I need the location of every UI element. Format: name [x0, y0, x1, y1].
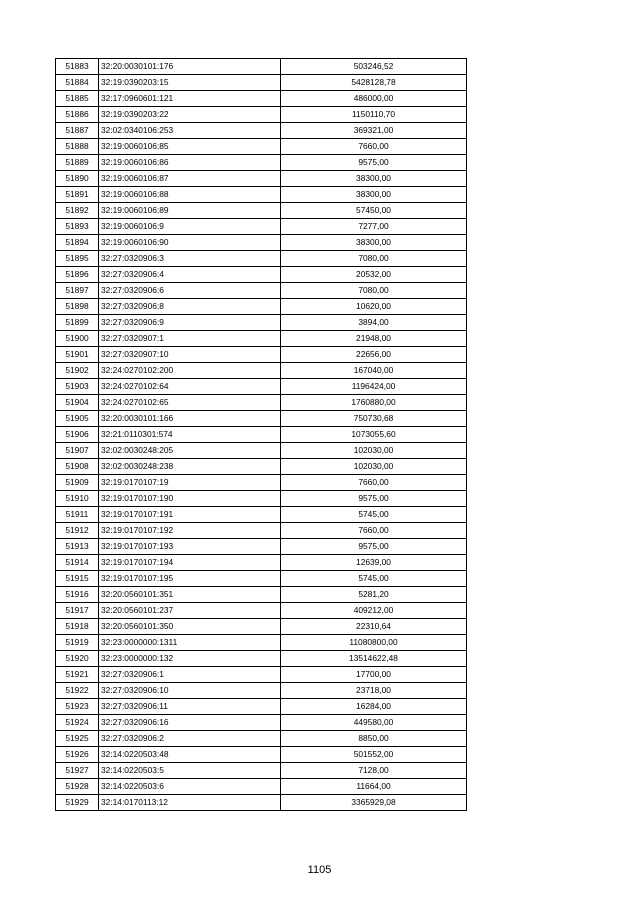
- cadastral-number-cell: 32:27:0320906:4: [99, 267, 281, 283]
- table-row: [56, 283, 467, 299]
- table-row: [56, 587, 467, 603]
- table-row: [56, 507, 467, 523]
- cadastral-number-cell: 32:19:0060106:89: [99, 203, 281, 219]
- cadastral-number-cell: 32:19:0060106:88: [99, 187, 281, 203]
- table-row: [56, 795, 467, 811]
- value-cell: 21948,00: [281, 331, 467, 347]
- row-number-cell: 51903: [56, 379, 99, 395]
- value-cell: 10620,00: [281, 299, 467, 315]
- row-number-cell: 51901: [56, 347, 99, 363]
- table-row: [56, 187, 467, 203]
- row-number-cell: 51890: [56, 171, 99, 187]
- value-cell: 9575,00: [281, 491, 467, 507]
- value-cell: 13514622,48: [281, 651, 467, 667]
- cadastral-number-cell: 32:20:0560101:351: [99, 587, 281, 603]
- row-number-cell: 51922: [56, 683, 99, 699]
- value-cell: 750730,68: [281, 411, 467, 427]
- table-body: [56, 59, 467, 811]
- row-number-cell: 51885: [56, 91, 99, 107]
- value-cell: 11664,00: [281, 779, 467, 795]
- row-number-cell: 51908: [56, 459, 99, 475]
- row-number-cell: 51899: [56, 315, 99, 331]
- value-cell: 5281,20: [281, 587, 467, 603]
- row-number-cell: 51886: [56, 107, 99, 123]
- value-cell: 7277,00: [281, 219, 467, 235]
- value-cell: 7660,00: [281, 139, 467, 155]
- table-row: [56, 763, 467, 779]
- cadastral-number-cell: 32:27:0320906:1: [99, 667, 281, 683]
- value-cell: 1150110,70: [281, 107, 467, 123]
- table-row: [56, 347, 467, 363]
- row-number-cell: 51910: [56, 491, 99, 507]
- value-cell: 38300,00: [281, 187, 467, 203]
- table-row: [56, 219, 467, 235]
- row-number-cell: 51898: [56, 299, 99, 315]
- row-number-cell: 51923: [56, 699, 99, 715]
- value-cell: 20532,00: [281, 267, 467, 283]
- row-number-cell: 51904: [56, 395, 99, 411]
- row-number-cell: 51884: [56, 75, 99, 91]
- value-cell: 449580,00: [281, 715, 467, 731]
- value-cell: 22656,00: [281, 347, 467, 363]
- cadastral-number-cell: 32:19:0060106:90: [99, 235, 281, 251]
- table-row: [56, 619, 467, 635]
- table-row: [56, 315, 467, 331]
- value-cell: 503246,52: [281, 59, 467, 75]
- table-row: [56, 75, 467, 91]
- row-number-cell: 51897: [56, 283, 99, 299]
- row-number-cell: 51892: [56, 203, 99, 219]
- table-row: [56, 683, 467, 699]
- row-number-cell: 51929: [56, 795, 99, 811]
- table-row: [56, 427, 467, 443]
- value-cell: 12639,00: [281, 555, 467, 571]
- table-row: [56, 699, 467, 715]
- cadastral-number-cell: 32:14:0170113:12: [99, 795, 281, 811]
- value-cell: 7128,00: [281, 763, 467, 779]
- value-cell: 9575,00: [281, 539, 467, 555]
- cadastral-number-cell: 32:19:0390203:15: [99, 75, 281, 91]
- row-number-cell: 51887: [56, 123, 99, 139]
- row-number-cell: 51909: [56, 475, 99, 491]
- value-cell: 57450,00: [281, 203, 467, 219]
- row-number-cell: 51902: [56, 363, 99, 379]
- value-cell: 3365929,08: [281, 795, 467, 811]
- cadastral-number-cell: 32:20:0560101:237: [99, 603, 281, 619]
- cadastral-number-cell: 32:23:0000000:1311: [99, 635, 281, 651]
- table-row: [56, 555, 467, 571]
- row-number-cell: 51912: [56, 523, 99, 539]
- table-row: [56, 107, 467, 123]
- row-number-cell: 51895: [56, 251, 99, 267]
- cadastral-number-cell: 32:19:0060106:85: [99, 139, 281, 155]
- table-row: [56, 363, 467, 379]
- value-cell: 486000,00: [281, 91, 467, 107]
- cadastral-number-cell: 32:27:0320906:10: [99, 683, 281, 699]
- value-cell: 1760880,00: [281, 395, 467, 411]
- value-cell: 102030,00: [281, 443, 467, 459]
- row-number-cell: 51928: [56, 779, 99, 795]
- cadastral-number-cell: 32:27:0320907:10: [99, 347, 281, 363]
- table-row: [56, 395, 467, 411]
- row-number-cell: 51888: [56, 139, 99, 155]
- table-row: [56, 235, 467, 251]
- table-row: [56, 715, 467, 731]
- cadastral-number-cell: 32:19:0170107:191: [99, 507, 281, 523]
- table-row: [56, 747, 467, 763]
- cadastral-number-cell: 32:19:0170107:192: [99, 523, 281, 539]
- cadastral-number-cell: 32:27:0320906:2: [99, 731, 281, 747]
- table-row: [56, 267, 467, 283]
- table-row: [56, 635, 467, 651]
- table-row: [56, 571, 467, 587]
- cadastral-number-cell: 32:02:0030248:238: [99, 459, 281, 475]
- cadastral-number-cell: 32:02:0030248:205: [99, 443, 281, 459]
- value-cell: 38300,00: [281, 171, 467, 187]
- table-row: [56, 731, 467, 747]
- cadastral-number-cell: 32:19:0170107:195: [99, 571, 281, 587]
- row-number-cell: 51905: [56, 411, 99, 427]
- row-number-cell: 51920: [56, 651, 99, 667]
- cadastral-number-cell: 32:19:0170107:190: [99, 491, 281, 507]
- cadastral-number-cell: 32:14:0220503:6: [99, 779, 281, 795]
- cadastral-number-cell: 32:14:0220503:5: [99, 763, 281, 779]
- row-number-cell: 51919: [56, 635, 99, 651]
- value-cell: 409212,00: [281, 603, 467, 619]
- table-row: [56, 603, 467, 619]
- value-cell: 11080800,00: [281, 635, 467, 651]
- value-cell: 5428128,78: [281, 75, 467, 91]
- row-number-cell: 51926: [56, 747, 99, 763]
- row-number-cell: 51896: [56, 267, 99, 283]
- cadastral-number-cell: 32:21:0110301:574: [99, 427, 281, 443]
- cadastral-number-cell: 32:17:0960601:121: [99, 91, 281, 107]
- row-number-cell: 51883: [56, 59, 99, 75]
- cadastral-number-cell: 32:19:0170107:194: [99, 555, 281, 571]
- cadastral-number-cell: 32:24:0270102:64: [99, 379, 281, 395]
- value-cell: 16284,00: [281, 699, 467, 715]
- table-row: [56, 443, 467, 459]
- value-cell: 7080,00: [281, 251, 467, 267]
- value-cell: 7660,00: [281, 475, 467, 491]
- row-number-cell: 51894: [56, 235, 99, 251]
- table-row: [56, 155, 467, 171]
- cadastral-number-cell: 32:27:0320906:16: [99, 715, 281, 731]
- value-cell: 9575,00: [281, 155, 467, 171]
- value-cell: 5745,00: [281, 507, 467, 523]
- value-cell: 102030,00: [281, 459, 467, 475]
- table-row: [56, 411, 467, 427]
- row-number-cell: 51915: [56, 571, 99, 587]
- table-row: [56, 331, 467, 347]
- cadastral-number-cell: 32:24:0270102:200: [99, 363, 281, 379]
- row-number-cell: 51924: [56, 715, 99, 731]
- cadastral-number-cell: 32:20:0030101:176: [99, 59, 281, 75]
- value-cell: 369321,00: [281, 123, 467, 139]
- row-number-cell: 51916: [56, 587, 99, 603]
- row-number-cell: 51914: [56, 555, 99, 571]
- table-row: [56, 251, 467, 267]
- table-row: [56, 171, 467, 187]
- cadastral-number-cell: 32:20:0030101:166: [99, 411, 281, 427]
- cadastral-number-cell: 32:27:0320907:1: [99, 331, 281, 347]
- cadastral-number-cell: 32:19:0170107:193: [99, 539, 281, 555]
- cadastral-number-cell: 32:27:0320906:8: [99, 299, 281, 315]
- table-row: [56, 651, 467, 667]
- data-table: [55, 58, 467, 811]
- table-row: [56, 379, 467, 395]
- value-cell: 23718,00: [281, 683, 467, 699]
- value-cell: 3894,00: [281, 315, 467, 331]
- cadastral-number-cell: 32:19:0060106:9: [99, 219, 281, 235]
- value-cell: 7660,00: [281, 523, 467, 539]
- table-row: [56, 779, 467, 795]
- cadastral-number-cell: 32:02:0340106:253: [99, 123, 281, 139]
- table-row: [56, 203, 467, 219]
- cadastral-number-cell: 32:27:0320906:9: [99, 315, 281, 331]
- table-row: [56, 539, 467, 555]
- table-row: [56, 139, 467, 155]
- row-number-cell: 51911: [56, 507, 99, 523]
- cadastral-number-cell: 32:23:0000000:132: [99, 651, 281, 667]
- value-cell: 1196424,00: [281, 379, 467, 395]
- table-row: [56, 475, 467, 491]
- row-number-cell: 51907: [56, 443, 99, 459]
- table-row: [56, 123, 467, 139]
- row-number-cell: 51921: [56, 667, 99, 683]
- cadastral-number-cell: 32:19:0390203:22: [99, 107, 281, 123]
- cadastral-number-cell: 32:27:0320906:3: [99, 251, 281, 267]
- table-row: [56, 491, 467, 507]
- value-cell: 22310,64: [281, 619, 467, 635]
- value-cell: 8850,00: [281, 731, 467, 747]
- cadastral-number-cell: 32:27:0320906:11: [99, 699, 281, 715]
- value-cell: 1073055,60: [281, 427, 467, 443]
- row-number-cell: 51889: [56, 155, 99, 171]
- row-number-cell: 51918: [56, 619, 99, 635]
- value-cell: 17700,00: [281, 667, 467, 683]
- table-row: [56, 299, 467, 315]
- row-number-cell: 51900: [56, 331, 99, 347]
- table-row: [56, 59, 467, 75]
- value-cell: 38300,00: [281, 235, 467, 251]
- table-row: [56, 667, 467, 683]
- cadastral-number-cell: 32:20:0560101:350: [99, 619, 281, 635]
- row-number-cell: 51925: [56, 731, 99, 747]
- cadastral-number-cell: 32:27:0320906:6: [99, 283, 281, 299]
- table-row: [56, 523, 467, 539]
- row-number-cell: 51927: [56, 763, 99, 779]
- table-row: [56, 459, 467, 475]
- page-number: 1105: [307, 864, 332, 876]
- value-cell: 7080,00: [281, 283, 467, 299]
- table-row: [56, 91, 467, 107]
- row-number-cell: 51906: [56, 427, 99, 443]
- cadastral-number-cell: 32:24:0270102:65: [99, 395, 281, 411]
- cadastral-number-cell: 32:19:0170107:19: [99, 475, 281, 491]
- row-number-cell: 51917: [56, 603, 99, 619]
- value-cell: 167040,00: [281, 363, 467, 379]
- value-cell: 501552,00: [281, 747, 467, 763]
- cadastral-number-cell: 32:19:0060106:87: [99, 171, 281, 187]
- value-cell: 5745,00: [281, 571, 467, 587]
- cadastral-number-cell: 32:14:0220503:48: [99, 747, 281, 763]
- row-number-cell: 51893: [56, 219, 99, 235]
- row-number-cell: 51913: [56, 539, 99, 555]
- cadastral-number-cell: 32:19:0060106:86: [99, 155, 281, 171]
- row-number-cell: 51891: [56, 187, 99, 203]
